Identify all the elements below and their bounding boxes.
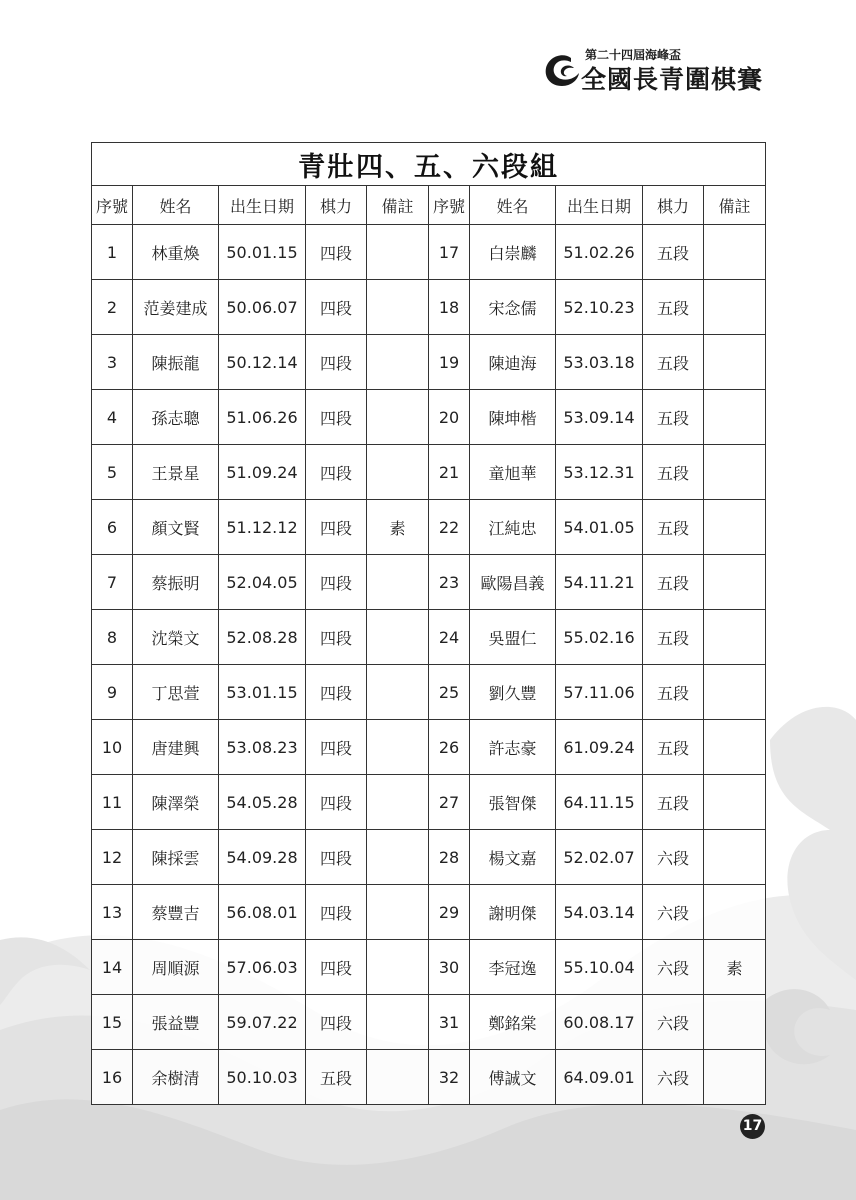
player-rank: 五段 [643, 665, 704, 720]
remark [704, 665, 766, 720]
player-name: 張益豐 [133, 995, 219, 1050]
player-name: 陳坤楷 [470, 390, 556, 445]
remark [704, 335, 766, 390]
table-row [92, 665, 766, 720]
column-header-birthdate: 出生日期 [556, 186, 643, 225]
birth-date: 61.09.24 [556, 720, 643, 775]
birth-date: 55.02.16 [556, 610, 643, 665]
birth-date: 55.10.04 [556, 940, 643, 995]
entry-number: 30 [429, 940, 470, 995]
table-row [92, 885, 766, 940]
player-name: 張智傑 [470, 775, 556, 830]
entry-number: 20 [429, 390, 470, 445]
remark [367, 995, 429, 1050]
entry-number: 22 [429, 500, 470, 555]
birth-date: 50.06.07 [219, 280, 306, 335]
birth-date: 64.09.01 [556, 1050, 643, 1105]
player-rank: 五段 [306, 1050, 367, 1105]
birth-date: 51.09.24 [219, 445, 306, 500]
entry-number: 23 [429, 555, 470, 610]
birth-date: 60.08.17 [556, 995, 643, 1050]
birth-date: 57.11.06 [556, 665, 643, 720]
player-rank: 五段 [643, 445, 704, 500]
player-rank: 四段 [306, 280, 367, 335]
birth-date: 51.12.12 [219, 500, 306, 555]
birth-date: 54.05.28 [219, 775, 306, 830]
birth-date: 50.10.03 [219, 1050, 306, 1105]
player-name: 蔡豐吉 [133, 885, 219, 940]
remark [704, 775, 766, 830]
player-rank: 六段 [643, 940, 704, 995]
entry-number: 29 [429, 885, 470, 940]
player-rank: 五段 [643, 225, 704, 280]
table-row [92, 390, 766, 445]
column-header-name: 姓名 [133, 186, 219, 225]
player-name: 余樹清 [133, 1050, 219, 1105]
remark [704, 390, 766, 445]
player-name: 劉久豐 [470, 665, 556, 720]
remark [367, 1050, 429, 1105]
event-logo [541, 44, 764, 94]
player-rank: 五段 [643, 610, 704, 665]
entry-number: 19 [429, 335, 470, 390]
remark [367, 775, 429, 830]
entry-number: 13 [92, 885, 133, 940]
entry-number: 14 [92, 940, 133, 995]
player-rank: 四段 [306, 940, 367, 995]
remark [367, 390, 429, 445]
entry-number: 15 [92, 995, 133, 1050]
roster-body [92, 225, 766, 1105]
remark [367, 555, 429, 610]
remark [704, 995, 766, 1050]
entry-number: 4 [92, 390, 133, 445]
entry-number: 31 [429, 995, 470, 1050]
entry-number: 5 [92, 445, 133, 500]
remark [704, 610, 766, 665]
birth-date: 52.08.28 [219, 610, 306, 665]
birth-date: 53.01.15 [219, 665, 306, 720]
birth-date: 53.08.23 [219, 720, 306, 775]
logo-title: 全國長青圍棋賽 [581, 65, 764, 94]
birth-date: 50.01.15 [219, 225, 306, 280]
entry-number: 24 [429, 610, 470, 665]
entry-number: 6 [92, 500, 133, 555]
player-rank: 六段 [643, 830, 704, 885]
remark [704, 225, 766, 280]
entry-number: 16 [92, 1050, 133, 1105]
entry-number: 28 [429, 830, 470, 885]
player-rank: 四段 [306, 720, 367, 775]
player-rank: 四段 [306, 445, 367, 500]
table-row [92, 830, 766, 885]
column-header-rank: 棋力 [643, 186, 704, 225]
player-name: 林重煥 [133, 225, 219, 280]
player-rank: 五段 [643, 335, 704, 390]
birth-date: 54.01.05 [556, 500, 643, 555]
table-row [92, 500, 766, 555]
column-header-note: 備註 [704, 186, 766, 225]
remark [367, 830, 429, 885]
remark [704, 885, 766, 940]
table-row [92, 940, 766, 995]
remark [704, 280, 766, 335]
player-rank: 五段 [643, 775, 704, 830]
player-name: 許志豪 [470, 720, 556, 775]
remark: 素 [704, 940, 766, 995]
entry-number: 3 [92, 335, 133, 390]
player-name: 白崇麟 [470, 225, 556, 280]
birth-date: 52.04.05 [219, 555, 306, 610]
player-rank: 五段 [643, 500, 704, 555]
wave-logo-icon [541, 48, 583, 90]
player-rank: 四段 [306, 390, 367, 445]
remark [704, 720, 766, 775]
birth-date: 51.06.26 [219, 390, 306, 445]
player-name: 顏文賢 [133, 500, 219, 555]
birth-date: 64.11.15 [556, 775, 643, 830]
player-rank: 四段 [306, 610, 367, 665]
column-header-note: 備註 [367, 186, 429, 225]
player-name: 陳採雲 [133, 830, 219, 885]
player-rank: 四段 [306, 830, 367, 885]
roster-table [91, 142, 766, 1105]
entry-number: 18 [429, 280, 470, 335]
remark [367, 225, 429, 280]
column-header-birthdate: 出生日期 [219, 186, 306, 225]
player-name: 歐陽昌義 [470, 555, 556, 610]
player-rank: 四段 [306, 500, 367, 555]
player-rank: 四段 [306, 225, 367, 280]
remark [367, 665, 429, 720]
player-name: 王景星 [133, 445, 219, 500]
player-rank: 四段 [306, 555, 367, 610]
player-name: 丁思萱 [133, 665, 219, 720]
player-rank: 五段 [643, 720, 704, 775]
birth-date: 57.06.03 [219, 940, 306, 995]
player-name: 吳盟仁 [470, 610, 556, 665]
player-name: 蔡振明 [133, 555, 219, 610]
player-name: 陳迪海 [470, 335, 556, 390]
entry-number: 17 [429, 225, 470, 280]
entry-number: 12 [92, 830, 133, 885]
player-name: 范姜建成 [133, 280, 219, 335]
player-name: 鄭銘棠 [470, 995, 556, 1050]
player-name: 孫志聰 [133, 390, 219, 445]
remark [704, 445, 766, 500]
column-header-number: 序號 [429, 186, 470, 225]
column-header-name: 姓名 [470, 186, 556, 225]
birth-date: 53.03.18 [556, 335, 643, 390]
entry-number: 7 [92, 555, 133, 610]
remark [367, 280, 429, 335]
birth-date: 51.02.26 [556, 225, 643, 280]
table-row [92, 335, 766, 390]
entry-number: 10 [92, 720, 133, 775]
entry-number: 9 [92, 665, 133, 720]
player-rank: 五段 [643, 280, 704, 335]
entry-number: 27 [429, 775, 470, 830]
player-rank: 四段 [306, 335, 367, 390]
table-row [92, 225, 766, 280]
table-header-row [92, 186, 766, 225]
player-name: 陳振龍 [133, 335, 219, 390]
table-title: 青壯四、五、六段組 [92, 143, 766, 186]
remark [704, 500, 766, 555]
remark [367, 610, 429, 665]
player-name: 楊文嘉 [470, 830, 556, 885]
player-name: 陳澤榮 [133, 775, 219, 830]
column-header-number: 序號 [92, 186, 133, 225]
entry-number: 2 [92, 280, 133, 335]
entry-number: 25 [429, 665, 470, 720]
remark [367, 335, 429, 390]
player-name: 童旭華 [470, 445, 556, 500]
player-name: 唐建興 [133, 720, 219, 775]
table-row [92, 610, 766, 665]
remark [367, 885, 429, 940]
remark: 素 [367, 500, 429, 555]
player-rank: 四段 [306, 775, 367, 830]
entry-number: 11 [92, 775, 133, 830]
table-row [92, 1050, 766, 1105]
birth-date: 54.11.21 [556, 555, 643, 610]
entry-number: 32 [429, 1050, 470, 1105]
birth-date: 52.10.23 [556, 280, 643, 335]
table-row [92, 995, 766, 1050]
birth-date: 54.09.28 [219, 830, 306, 885]
player-rank: 四段 [306, 665, 367, 720]
player-rank: 六段 [643, 995, 704, 1050]
entry-number: 26 [429, 720, 470, 775]
remark [367, 720, 429, 775]
table-row [92, 555, 766, 610]
entry-number: 8 [92, 610, 133, 665]
remark [704, 555, 766, 610]
entry-number: 1 [92, 225, 133, 280]
player-rank: 六段 [643, 1050, 704, 1105]
player-name: 沈榮文 [133, 610, 219, 665]
birth-date: 53.09.14 [556, 390, 643, 445]
table-row [92, 445, 766, 500]
player-name: 周順源 [133, 940, 219, 995]
birth-date: 54.03.14 [556, 885, 643, 940]
remark [704, 1050, 766, 1105]
player-name: 宋念儒 [470, 280, 556, 335]
remark [367, 940, 429, 995]
player-name: 李冠逸 [470, 940, 556, 995]
birth-date: 53.12.31 [556, 445, 643, 500]
birth-date: 59.07.22 [219, 995, 306, 1050]
logo-subtitle: 第二十四屆海峰盃 [585, 48, 682, 62]
player-rank: 五段 [643, 555, 704, 610]
column-header-rank: 棋力 [306, 186, 367, 225]
player-name: 傅誠文 [470, 1050, 556, 1105]
player-name: 江純忠 [470, 500, 556, 555]
remark [704, 830, 766, 885]
player-name: 謝明傑 [470, 885, 556, 940]
birth-date: 50.12.14 [219, 335, 306, 390]
table-row [92, 280, 766, 335]
birth-date: 52.02.07 [556, 830, 643, 885]
remark [367, 445, 429, 500]
page-number-badge: 17 [740, 1114, 765, 1139]
entry-number: 21 [429, 445, 470, 500]
player-rank: 四段 [306, 995, 367, 1050]
table-row [92, 775, 766, 830]
table-row [92, 720, 766, 775]
player-rank: 六段 [643, 885, 704, 940]
player-rank: 五段 [643, 390, 704, 445]
player-rank: 四段 [306, 885, 367, 940]
birth-date: 56.08.01 [219, 885, 306, 940]
